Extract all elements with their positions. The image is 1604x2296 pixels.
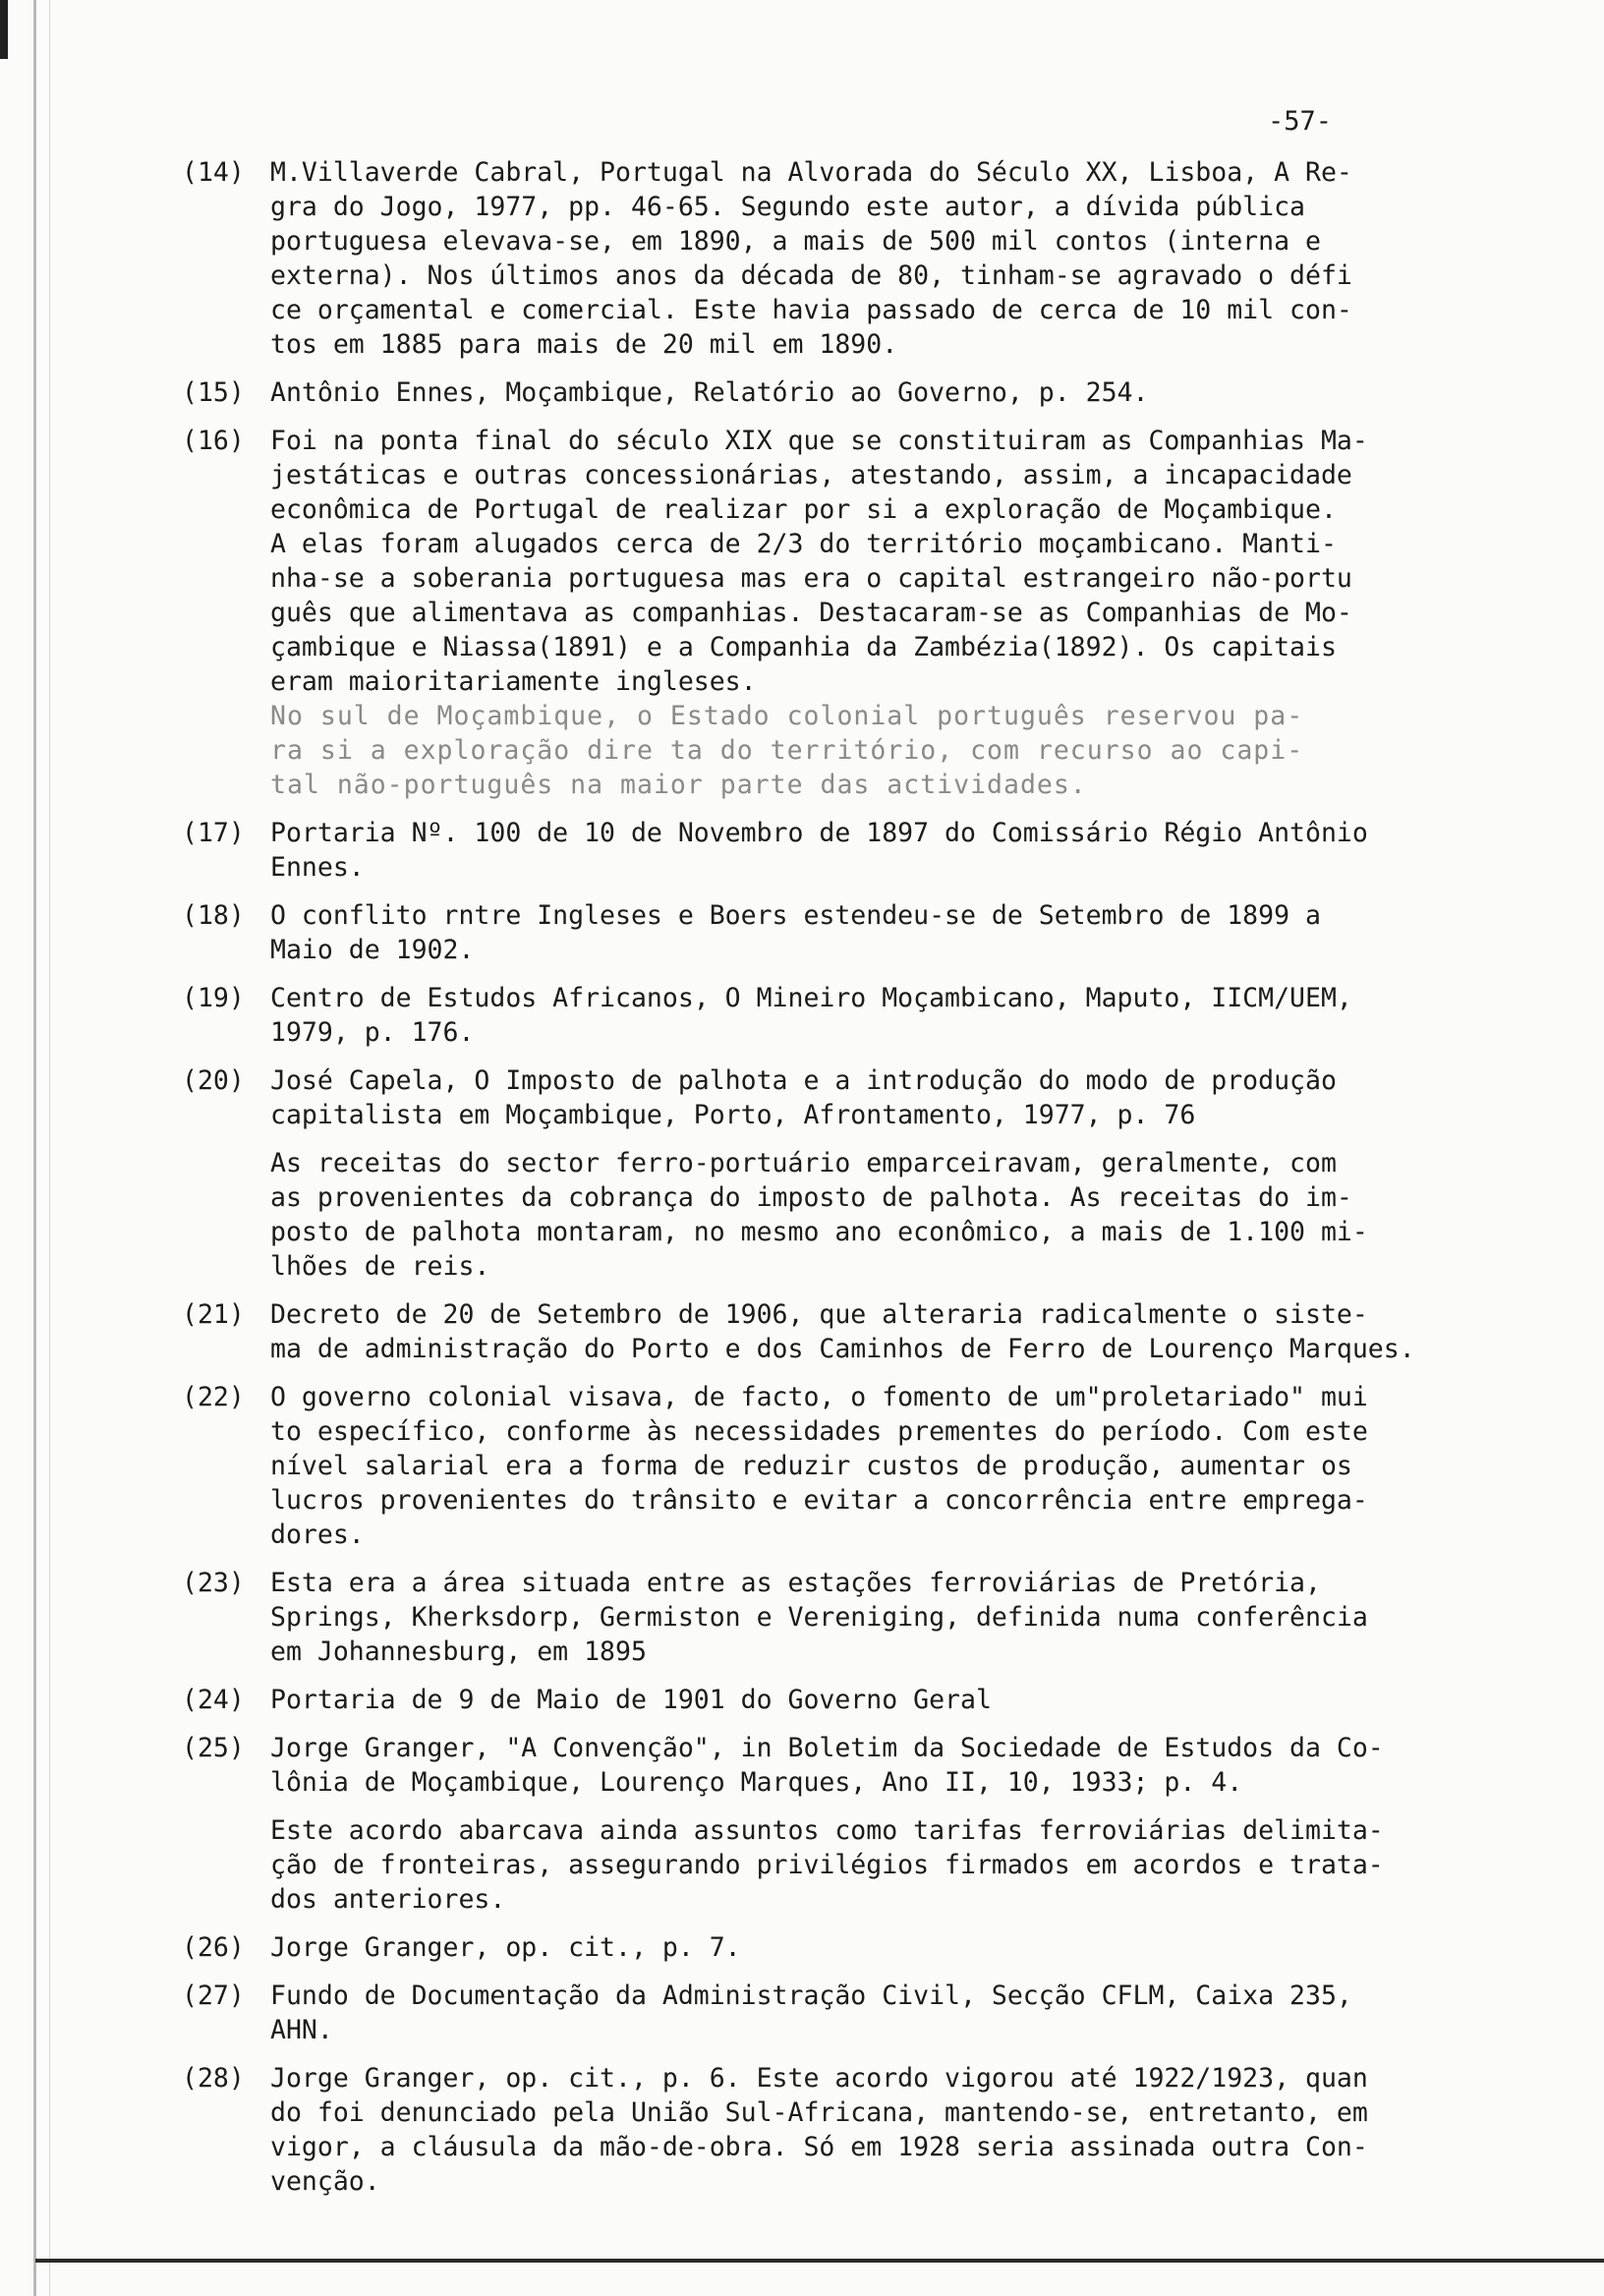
footnote — [182, 1731, 1568, 1800]
footnote-line: M.Villaverde Cabral, Portugal na Alvorada do Século XX, Lisboa, A Re- — [270, 157, 1352, 188]
footnote-line: lônia de Moçambique, Lourenço Marques, Ano II, 10, 1933; p. 4. — [270, 1767, 1243, 1798]
footnote-line: Decreto de 20 de Setembro de 1906, que alteraria radicalmente o siste- — [270, 1299, 1368, 1330]
footnote-number: (16) — [182, 426, 245, 456]
footnote-text — [270, 1146, 1568, 1284]
footnote-text — [270, 1683, 1568, 1717]
faded-line: No sul de Moçambique, o Estado colonial português reservou pa- — [270, 701, 1304, 731]
footnote-line: do foi denunciado pela União Sul-Africana, mantendo-se, entretanto, em — [270, 2097, 1368, 2128]
footnote-line: to específico, conforme às necessidades prementes do período. Com este — [270, 1416, 1368, 1447]
footnote-line: dos anteriores. — [270, 1884, 506, 1915]
footnote-number: (25) — [182, 1733, 245, 1763]
footnote-line: AHN. — [270, 2015, 333, 2045]
footnote-line: Esta era a área situada entre as estações ferroviárias de Pretória, — [270, 1568, 1321, 1598]
footnote-number: (20) — [182, 1065, 245, 1096]
footnote — [182, 1930, 1568, 1965]
footnote-number: (26) — [182, 1932, 245, 1963]
footnote-line: dores. — [270, 1520, 365, 1550]
footnote — [182, 1566, 1568, 1669]
footnote — [182, 1979, 1568, 2047]
margin-rule-secondary — [49, 0, 50, 2296]
footnote-text — [270, 2061, 1568, 2199]
footnote-line: guês que alimentava as companhias. Destacaram-se as Companhias de Mo- — [270, 598, 1352, 628]
footnote-line: O conflito rntre Ingleses e Boers estendeu-se de Setembro de 1899 a — [270, 900, 1321, 931]
footnote-line: as provenientes da cobrança do imposto de palhota. As receitas do im- — [270, 1182, 1352, 1213]
footnote — [182, 155, 1568, 362]
footnote-number: (24) — [182, 1685, 245, 1715]
footnote-line: portuguesa elevava-se, em 1890, a mais de 500 mil contos (interna e — [270, 226, 1321, 257]
footnote — [182, 2061, 1568, 2199]
footnote-number: (27) — [182, 1980, 245, 2011]
footnote-text — [270, 1979, 1568, 2047]
footnote-number: (18) — [182, 900, 245, 931]
faded-line: ra si a exploração dire ta do território, com recurso ao capi- — [270, 735, 1304, 766]
footnote — [182, 375, 1568, 410]
bottom-rule — [35, 2259, 1604, 2263]
footnote-text — [270, 816, 1568, 885]
footnote-number — [182, 1146, 270, 1284]
footnote — [182, 1813, 1568, 1917]
footnote-line: çambique e Niassa(1891) e a Companhia da Zambézia(1892). Os capitais — [270, 632, 1337, 662]
footnote — [182, 816, 1568, 885]
footnote-line: Antônio Ennes, Moçambique, Relatório ao Governo, p. 254. — [270, 377, 1149, 408]
footnote — [182, 1146, 1568, 1284]
footnote-line: ma de administração do Porto e dos Caminhos de Ferro de Lourenço Marques. — [270, 1334, 1415, 1364]
footnote-number: (19) — [182, 983, 245, 1013]
footnote-number: (17) — [182, 818, 245, 848]
footnote-line: As receitas do sector ferro-portuário emparceiravam, geralmente, com — [270, 1148, 1337, 1178]
page-number: -57- — [1268, 106, 1333, 137]
footnote-line: nível salarial era a forma de reduzir custos de produção, aumentar os — [270, 1451, 1352, 1481]
footnote — [182, 898, 1568, 967]
footnote — [182, 1063, 1568, 1132]
footnote-text — [270, 981, 1568, 1050]
footnote — [182, 1683, 1568, 1717]
footnote-line: Jorge Granger, op. cit., p. 7. — [270, 1932, 741, 1963]
footnote-text — [270, 1297, 1568, 1366]
footnote-text — [270, 1731, 1568, 1800]
faded-line: tal não-português na maior parte das actividades. — [270, 770, 1087, 800]
footnote-line: José Capela, O Imposto de palhota e a introdução do modo de produção — [270, 1065, 1337, 1096]
footnote-text — [270, 1930, 1568, 1965]
footnote-number: (14) — [182, 157, 245, 188]
footnote-line: lhões de reis. — [270, 1251, 490, 1282]
footnote — [182, 1297, 1568, 1366]
footnote-line: Fundo de Documentação da Administração Civil, Secção CFLM, Caixa 235, — [270, 1980, 1352, 2011]
footnote-line: Este acordo abarcava ainda assuntos como tarifas ferroviárias delimita- — [270, 1815, 1384, 1846]
footnote-line: capitalista em Moçambique, Porto, Afrontamento, 1977, p. 76 — [270, 1100, 1196, 1130]
footnote-line: Springs, Kherksdorp, Germiston e Vereniging, definida numa conferência — [270, 1602, 1368, 1633]
footnote-line: Foi na ponta final do século XIX que se constituiram as Companhias Ma- — [270, 426, 1368, 456]
footnote-line: Jorge Granger, "A Convenção", in Boletim da Sociedade de Estudos da Co- — [270, 1733, 1384, 1763]
footnote-number: (21) — [182, 1299, 245, 1330]
footnote-line: eram maioritariamente ingleses. — [270, 666, 757, 697]
footnote-line: venção. — [270, 2166, 380, 2197]
footnote-line: nha-se a soberania portuguesa mas era o capital estrangeiro não-portu — [270, 563, 1352, 594]
margin-rule — [33, 0, 36, 2296]
footnote-text — [270, 1566, 1568, 1669]
footnote-line: jestáticas e outras concessionárias, atestando, assim, a incapacidade — [270, 460, 1352, 490]
footnote — [182, 1380, 1568, 1552]
footnote-text — [270, 898, 1568, 967]
footnote-line: O governo colonial visava, de facto, o fomento de um"proletariado" mui — [270, 1382, 1368, 1412]
footnote-number: (22) — [182, 1382, 245, 1412]
footnote-line: ce orçamental e comercial. Este havia passado de cerca de 10 mil con- — [270, 295, 1352, 325]
footnote-line: Maio de 1902. — [270, 935, 475, 965]
footnote-text — [270, 424, 1568, 802]
footnote-line: posto de palhota montaram, no mesmo ano econômico, a mais de 1.100 mi- — [270, 1217, 1368, 1247]
footnote-text — [270, 1380, 1568, 1552]
footnote-line: externa). Nos últimos anos da década de 80, tinham-se agravado o défi — [270, 260, 1352, 291]
footnote-number: (23) — [182, 1568, 245, 1598]
footnote-line: Portaria de 9 de Maio de 1901 do Governo Geral — [270, 1685, 992, 1715]
footnote-line: lucros provenientes do trânsito e evitar a concorrência entre emprega- — [270, 1485, 1368, 1516]
footnote-line: econômica de Portugal de realizar por si a exploração de Moçambique. — [270, 494, 1337, 525]
footnote-line: Ennes. — [270, 852, 365, 883]
footnote-text — [270, 375, 1568, 410]
footnote-line: em Johannesburg, em 1895 — [270, 1636, 647, 1667]
footnote-line: 1979, p. 176. — [270, 1017, 475, 1048]
binding-mark — [0, 0, 8, 59]
footnote-text — [270, 155, 1568, 362]
footnotes-list — [182, 155, 1568, 2212]
footnote-line: vigor, a cláusula da mão-de-obra. Só em 1928 seria assinada outra Con- — [270, 2132, 1368, 2162]
footnote-line: ção de fronteiras, assegurando privilégios firmados em acordos e trata- — [270, 1850, 1384, 1880]
footnote-line: A elas foram alugados cerca de 2/3 do território moçambicano. Manti- — [270, 529, 1337, 559]
footnote-number: (15) — [182, 377, 245, 408]
footnote-line: tos em 1885 para mais de 20 mil em 1890. — [270, 329, 898, 360]
footnote-number — [182, 1813, 270, 1917]
footnote-text — [270, 1063, 1568, 1132]
footnote-line: Portaria Nº. 100 de 10 de Novembro de 1897 do Comissário Régio Antônio — [270, 818, 1368, 848]
footnote — [182, 424, 1568, 802]
footnote-number: (28) — [182, 2063, 245, 2094]
footnote — [182, 981, 1568, 1050]
footnote-line: Jorge Granger, op. cit., p. 6. Este acordo vigorou até 1922/1923, quan — [270, 2063, 1368, 2094]
footnote-line: gra do Jogo, 1977, pp. 46-65. Segundo este autor, a dívida pública — [270, 192, 1305, 222]
footnote-line: Centro de Estudos Africanos, O Mineiro Moçambicano, Maputo, IICM/UEM, — [270, 983, 1352, 1013]
footnote-text — [270, 1813, 1568, 1917]
